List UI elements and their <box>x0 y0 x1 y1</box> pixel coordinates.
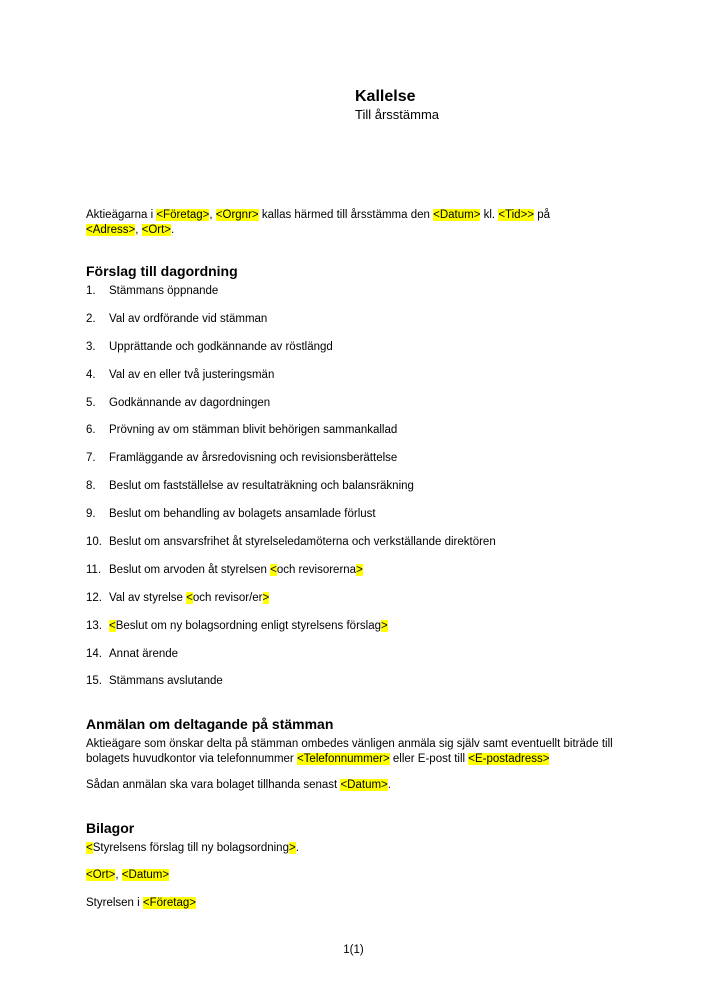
placeholder-bracket: < <box>109 619 116 632</box>
agenda-item <box>86 369 496 397</box>
agenda-item-text: Beslut om behandling av bolagets ansamlade förlust <box>109 508 376 521</box>
agenda-item-number: 11. <box>86 563 102 576</box>
deadline-text: Sådan anmälan ska vara bolaget tillhanda senast <box>86 779 341 791</box>
agenda-item <box>86 536 496 564</box>
agenda-item-number: 15. <box>86 675 102 688</box>
agenda-item-number: 5. <box>86 396 96 409</box>
intro-text: Aktieägarna i <box>86 209 157 221</box>
attachment-text: Styrelsens förslag till ny bolagsordning <box>92 842 289 854</box>
agenda-item <box>86 508 496 536</box>
agenda-item <box>86 341 496 369</box>
agenda-item-text: Val av ordförande vid stämman <box>109 312 268 325</box>
placeholder-orgnr: <Orgnr> <box>215 209 259 221</box>
intro-text: . <box>171 224 175 236</box>
agenda-item-number: 10. <box>86 536 102 549</box>
agenda-item-text: Annat ärende <box>109 647 179 660</box>
agenda-item-text: Upprättande och godkännande av röstlängd <box>109 340 333 353</box>
agenda-item <box>86 397 496 425</box>
intro-text: kallas härmed till årsstämma den <box>258 209 434 221</box>
optional-text: och revisor/er <box>192 591 263 604</box>
deadline-text: . <box>387 779 391 791</box>
agenda-item-number: 8. <box>86 480 96 493</box>
agenda-item-text: Framläggande av årsredovisning och revisionsberättelse <box>109 452 398 465</box>
agenda-item-number: 7. <box>86 452 96 465</box>
agenda-item <box>86 313 496 341</box>
separator-text: , <box>115 869 122 881</box>
agenda-item <box>86 285 496 313</box>
intro-text: kl. <box>480 209 499 221</box>
page-number: 1(1) <box>343 944 364 956</box>
place-date-line <box>86 868 626 883</box>
agenda-item <box>86 620 496 648</box>
agenda-item-text: Val av en eller två justeringsmän <box>109 368 275 381</box>
agenda-item <box>86 648 496 676</box>
agenda-item-text: Beslut om arvoden åt styrelsen <box>109 563 271 576</box>
placeholder-date: <Datum> <box>121 869 170 881</box>
placeholder-phone: <Telefonnummer> <box>296 753 390 765</box>
intro-text: , <box>135 224 142 236</box>
agenda-item-text: Stämmans öppnande <box>109 285 219 297</box>
intro-text: på <box>534 209 551 221</box>
agenda-item <box>86 424 496 452</box>
placeholder-time: <Tid>> <box>498 209 535 221</box>
deadline-paragraph <box>86 778 626 793</box>
agenda-item-number: 3. <box>86 340 96 353</box>
agenda-item-number: 14. <box>86 647 102 660</box>
attachment-text: . <box>295 842 299 854</box>
placeholder-date: <Datum> <box>340 779 388 791</box>
document-title: Kallelse <box>355 88 416 105</box>
registration-heading: Anmälan om deltagande på stämman <box>86 716 334 732</box>
agenda-item <box>86 452 496 480</box>
placeholder-address: <Adress> <box>86 224 136 236</box>
placeholder-email: <E-postadress> <box>468 753 550 765</box>
agenda-item-text: Beslut om fastställelse av resultaträkning och balansräkning <box>109 480 414 493</box>
signature-text: Styrelsen i <box>86 897 143 909</box>
agenda-item-number: 12. <box>86 591 102 604</box>
optional-text: Beslut om ny bolagsordning enligt styrelsens förslag <box>115 619 381 632</box>
registration-paragraph <box>86 737 626 767</box>
agenda-item-number: 2. <box>86 312 96 325</box>
placeholder-bracket: > <box>356 563 363 576</box>
agenda-item-text: Prövning av om stämman blivit behörigen sammankallad <box>109 424 398 437</box>
placeholder-company: <Företag> <box>156 209 210 221</box>
placeholder-bracket: < <box>186 591 193 604</box>
agenda-item <box>86 480 496 508</box>
agenda-heading: Förslag till dagordning <box>86 263 238 279</box>
agenda-item <box>86 675 496 703</box>
agenda-item-number: 4. <box>86 368 96 381</box>
agenda-item-number: 9. <box>86 508 96 521</box>
registration-text: Aktieägare som önskar delta på stämman ombedes vänligen anmäla sig själv samt eventuellt biträde till bolagets huvudkontor via telefonnummer <box>86 738 613 765</box>
agenda-item-text: Stämmans avslutande <box>109 675 223 688</box>
document-subtitle: Till årsstämma <box>355 107 440 122</box>
placeholder-bracket: > <box>381 619 388 632</box>
agenda-item-number: 6. <box>86 424 96 437</box>
placeholder-date: <Datum> <box>433 209 481 221</box>
placeholder-bracket: > <box>262 591 270 604</box>
agenda-item-text: Godkännande av dagordningen <box>109 396 271 409</box>
agenda-item-number: 13. <box>86 619 102 632</box>
placeholder-bracket: < <box>86 842 93 854</box>
intro-text: , <box>209 209 216 221</box>
agenda-item-text: Val av styrelse <box>109 591 187 604</box>
optional-text: och revisorerna <box>276 563 357 576</box>
agenda-item <box>86 564 496 592</box>
agenda-item <box>86 592 496 620</box>
agenda-item-text: Beslut om ansvarsfrihet åt styrelseledamöterna och verkställande direktören <box>109 536 496 549</box>
agenda-list <box>86 285 496 703</box>
placeholder-city: <Ort> <box>141 224 172 236</box>
registration-text: eller E-post till <box>389 753 469 765</box>
attachment-item <box>86 841 626 856</box>
placeholder-city: <Ort> <box>86 869 116 881</box>
intro-paragraph <box>86 208 626 238</box>
attachments-heading: Bilagor <box>86 820 135 836</box>
placeholder-company: <Företag> <box>142 897 196 909</box>
agenda-item-number: 1. <box>86 285 96 297</box>
signature-line <box>86 896 626 911</box>
placeholder-bracket: < <box>270 563 277 576</box>
placeholder-bracket: > <box>288 842 296 854</box>
